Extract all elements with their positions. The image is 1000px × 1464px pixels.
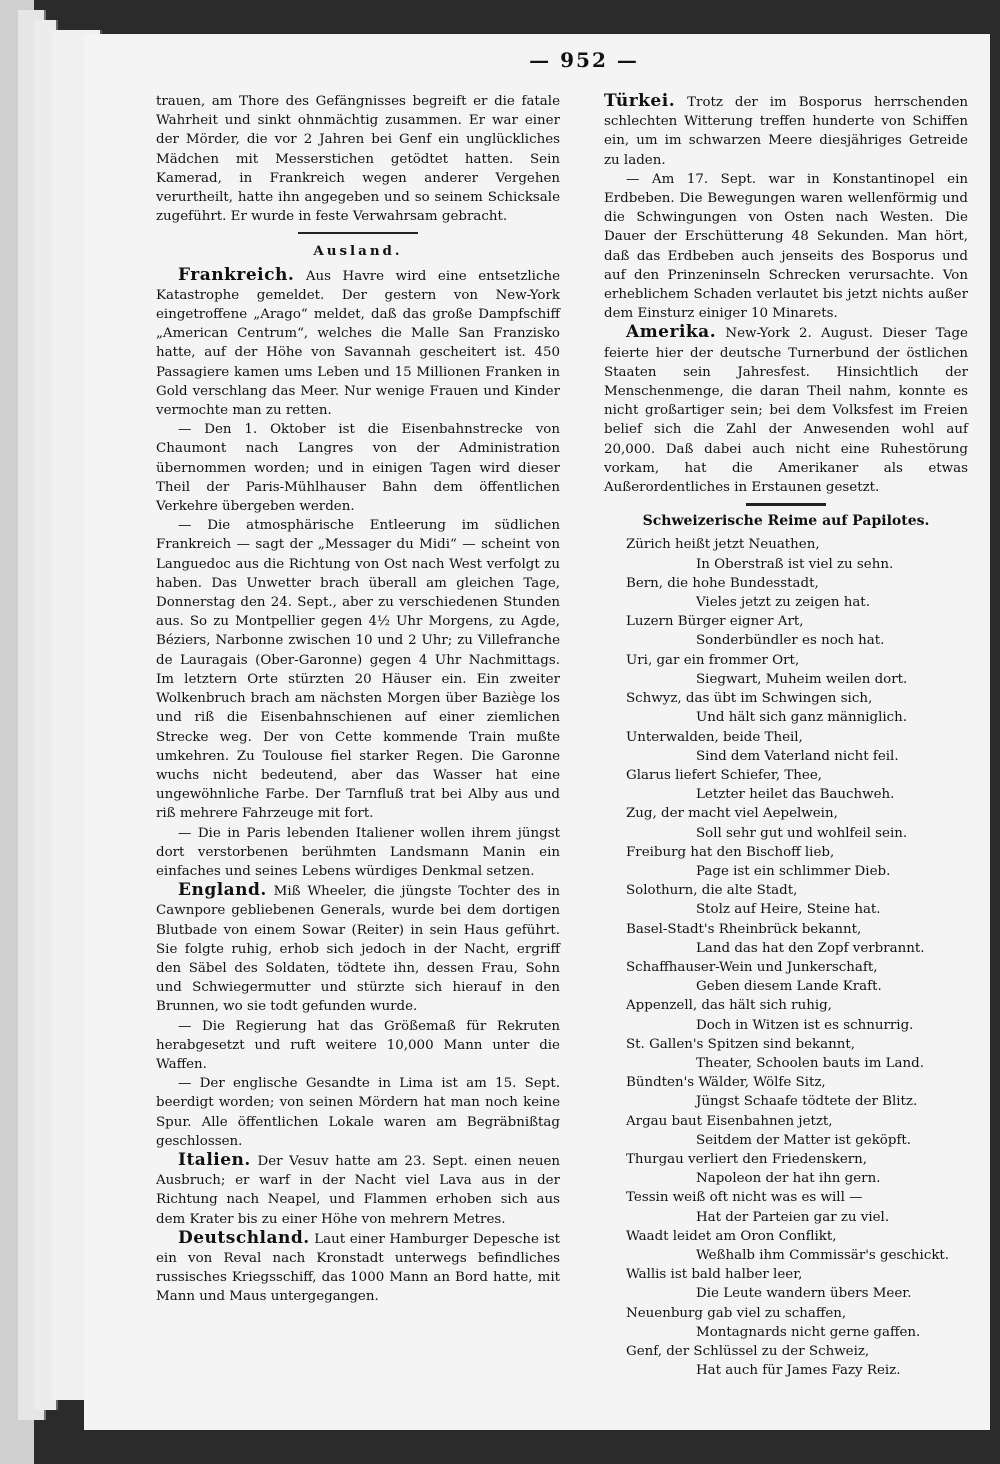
poem-line: In Oberstraß ist viel zu sehn. [696,556,894,572]
poem-line: Hat auch für James Fazy Reiz. [696,1363,901,1379]
poem-line: Tessin weiß oft nicht was es will — [626,1190,863,1206]
poem-line: St. Gallen's Spitzen sind bekannt, [626,1036,856,1052]
poem-line: Unterwalden, beide Theil, [626,729,803,745]
poem-line: Sind dem Vaterland nicht feil. [696,748,899,764]
poem-line: Seitdem der Matter ist geköpft. [696,1132,912,1148]
poem-line: Soll sehr gut und wohlfeil sein. [696,825,908,841]
poem-line: Genf, der Schlüssel zu der Schweiz, [626,1344,870,1359]
poem-line: Vieles jetzt zu zeigen hat. [696,595,870,611]
italien-heading: Italien. [178,1149,251,1170]
poem-line: Hat der Parteien gar zu viel. [696,1209,890,1225]
poem [604,535,968,1380]
poem-line: Stolz auf Heire, Steine hat. [696,902,881,918]
poem-line: Die Leute wandern übers Meer. [696,1286,912,1302]
poem-line: Page ist ein schlimmer Dieb. [696,863,891,879]
frankreich-paragraph-3: — Die atmosphärische Entleerung im südlichen Frankreich — sagt der „Messager du Midi“ — scheint von Languedoc aus die Richtung von Ost nach West verfolgt zu haben. Das Unwetter brach überall am gleichen Tage, Donnerstag den 24. Sept., aber zu verschiedenen Stunden aus. So zu Montpellier gegen 4½ Uhr Morgens, zu Agde, Béziers, Narbonne zwischen 10 und 2 Uhr; zu Villefranche de Lauragais (Ober-Garonne) gegen 4 Uhr Nachmittags. Im letztern Orte stürzten 20 Häuser ein. Ein zweiter Wolkenbruch brach am nächsten Morgen über Baziège los und riß die Eisenbahnschienen auf einer ziemlichen Strecke weg. Der von Cette kommende Train mußte umkehren. Zu Toulouse fiel starker Regen. Die Garonne wuchs nicht bedeutend, aber das Wasser hat eine ungewöhnliche Farbe. Der Tarnfluß trat bei Alby aus und riß mehrere Fahrzeuge mit fort. [156,518,560,822]
deutschland-heading: Deutschland. [178,1227,310,1248]
amerika-paragraph: Amerika. New-York 2. August. Dieser Tage feierte hier der deutsche Turnerbund der östlichen Staaten sein Jahresfest. Hinsichtlich der Menschenmenge, die daran Theil nahm, konnte es nicht großartiger sein; bei dem Volksfest im Freien belief sich die Zahl der Anwesenden wohl auf 20,000. Daß dabei auch nicht eine Ruhestörung vorkam, hat die Amerikaner als etwas Außerordentliches in Erstaunen gesetzt. [604,322,968,496]
poem-line: Thurgau verliert den Friedenskern, [626,1151,868,1167]
poem-line: Uri, gar ein frommer Ort, [626,652,800,668]
poem-line: Argau baut Eisenbahnen jetzt, [626,1113,833,1129]
poem-divider [746,503,826,506]
poem-line: Theater, Schoolen bauts im Land. [696,1055,924,1071]
england-heading: England. [178,880,267,901]
poem-line: Jüngst Schaafe tödtete der Blitz. [696,1094,918,1110]
poem-line: Napoleon der hat ihn gern. [696,1171,881,1187]
section-heading: Ausland. [313,243,403,260]
england-paragraph-3: — Der englische Gesandte in Lima ist am 15. Sept. beerdigt worden; von seinen Mördern hat man noch keine Spur. Alle öffentlichen Lokale waren am Begräbnißtag geschlossen. [156,1076,560,1149]
poem-line: Luzern Bürger eigner Art, [626,614,804,630]
divider [298,232,418,234]
england-paragraph-2: — Die Regierung hat das Größemaß für Rekruten herabgesetzt und ruft weitere 10,000 Mann unter die Waffen. [156,1018,560,1072]
tuerkei-paragraph: Türkei. Trotz der im Bosporus herrschenden schlechten Witterung treffen hunderte von Schiffen ein, um im schwarzen Meere diesjähriges Getreide zu laden. [604,91,968,168]
poem-line: Bündten's Wälder, Wölfe Sitz, [626,1075,826,1091]
frankreich-paragraph-4: — Die in Paris lebenden Italiener wollen ihrem jüngst dort verstorbenen berühmten Landsmann Manin ein einfaches und seines Lebens würdiges Denkmal setzen. [156,825,560,879]
right-column [604,92,968,1380]
poem-line: Wallis ist bald halber leer, [626,1267,803,1283]
poem-line: Sonderbündler es noch hat. [696,633,885,649]
england-paragraph: England. Miß Wheeler, die jüngste Tochter des in Cawnpore gebliebenen Generals, wurde bei dem dortigen Blutbade von einem Sowar (Reiter) in sein Haus geführt. Sie folgte ruhig, erhob sich jedoch in der Nacht, ergriff den Säbel des Soldaten, tödtete ihn, dessen Frau, Sohn und Schwiegermutter und stürzte sich hierauf in den Brunnen, wo sie todt gefunden wurde. [156,880,561,1015]
tuerkei-heading: Türkei. [604,91,676,111]
poem-line: Doch in Witzen ist es schnurrig. [696,1017,914,1033]
bleed-through-margin [960,74,990,1434]
poem-line: Zug, der macht viel Aepelwein, [626,806,838,822]
page-number: — 952 — [529,48,639,72]
poem-line: Neuenburg gab viel zu schaffen, [626,1305,847,1321]
poem-line: Solothurn, die alte Stadt, [626,883,798,899]
poem-line: Bern, die hohe Bundesstadt, [626,575,819,591]
poem-line: Land das hat den Zopf verbrannt. [696,940,925,956]
poem-line: Geben diesem Lande Kraft. [696,979,882,995]
poem-line: Waadt leidet am Oron Conflikt, [626,1228,837,1244]
deutschland-paragraph: Deutschland. Laut einer Hamburger Depesche ist ein von Reval nach Kronstadt unterwegs befindliches russisches Kriegsschiff, das 1000 Mann an Bord hatte, mit Mann und Maus untergegangen. [156,1227,560,1305]
frankreich-paragraph: Frankreich. Aus Havre wird eine entsetzliche Katastrophe gemeldet. Der gestern von New-York eingetroffene „Arago“ meldet, daß das große Dampfschiff „American Centrum“, welches die Malle San Franzisko hatte, auf der Höhe von Savannah gescheitert ist. 450 Passagiere kamen ums Leben und 15 Millionen Franken in Gold verschlang das Meer. Nur wenige Frauen und Kinder vermochte man zu retten. [156,264,560,419]
poem-line: Weßhalb ihm Commissär's geschickt. [696,1247,950,1263]
newspaper-page [84,34,990,1430]
poem-line: Glarus liefert Schiefer, Thee, [626,767,823,783]
poem-line: Letzter heilet das Bauchweh. [696,787,895,803]
amerika-heading: Amerika. [626,322,717,343]
intro-paragraph: trauen, am Thore des Gefängnisses begreift er die fatale Wahrheit und sinkt ohnmächtig zusammen. Er war einer der Mörder, die vor 2 Jahren bei Genf ein unglückliches Mädchen mit Messerstichen getödtet hatten. Sein Kamerad, in Frankreich wegen anderer Vergehen verurtheilt, hatte ihn angegeben und so seinem Schicksale zugeführt. Er wurde in feste Verwahrsam gebracht. [156,94,560,225]
tuerkei-paragraph-2: — Am 17. Sept. war in Konstantinopel ein Erdbeben. Die Bewegungen waren wellenförmig und die Schwingungen von Osten nach Westen. Die Dauer der Erschütterung 48 Sekunden. Man hört, daß das Erdbeben auch jenseits des Bosporus und auf den Prinzeninseln Schrecken verursachte. Von erheblichem Schaden verlautet bis jetzt nichts außer dem Einsturz einiger 10 Minarets. [604,171,968,322]
poem-line: Zürich heißt jetzt Neuathen, [626,537,820,553]
poem-line: Freiburg hat den Bischoff lieb, [626,844,835,860]
frankreich-paragraph-2: — Den 1. Oktober ist die Eisenbahnstrecke von Chaumont nach Langres von der Administration übernommen worden; und in einigen Tagen wird dieser Theil der Paris-Mühlhauser Bahn dem öffentlichen Verkehre übergeben werden. [156,422,560,515]
poem-line: Schwyz, das übt im Schwingen sich, [626,691,873,707]
frankreich-heading: Frankreich. [178,264,295,285]
poem-line: Und hält sich ganz männiglich. [696,710,908,726]
poem-line: Appenzell, das hält sich ruhig, [626,998,832,1014]
italien-paragraph: Italien. Der Vesuv hatte am 23. Sept. einen neuen Ausbruch; er warf in der Nacht viel Lava aus in der Richtung nach Neapel, und Flammen erhoben sich aus dem Krater bis zu einer Höhe von mehrern Metres. [156,1149,560,1227]
poem-line: Siegwart, Muheim weilen dort. [696,671,908,687]
poem-line: Schaffhauser-Wein und Junkerschaft, [626,959,878,975]
poem-title: Schweizerische Reime auf Papilotes. [642,513,930,530]
poem-line: Basel-Stadt's Rheinbrück bekannt, [626,921,862,937]
left-column [156,92,560,1307]
poem-line: Montagnards nicht gerne gaffen. [696,1324,921,1340]
